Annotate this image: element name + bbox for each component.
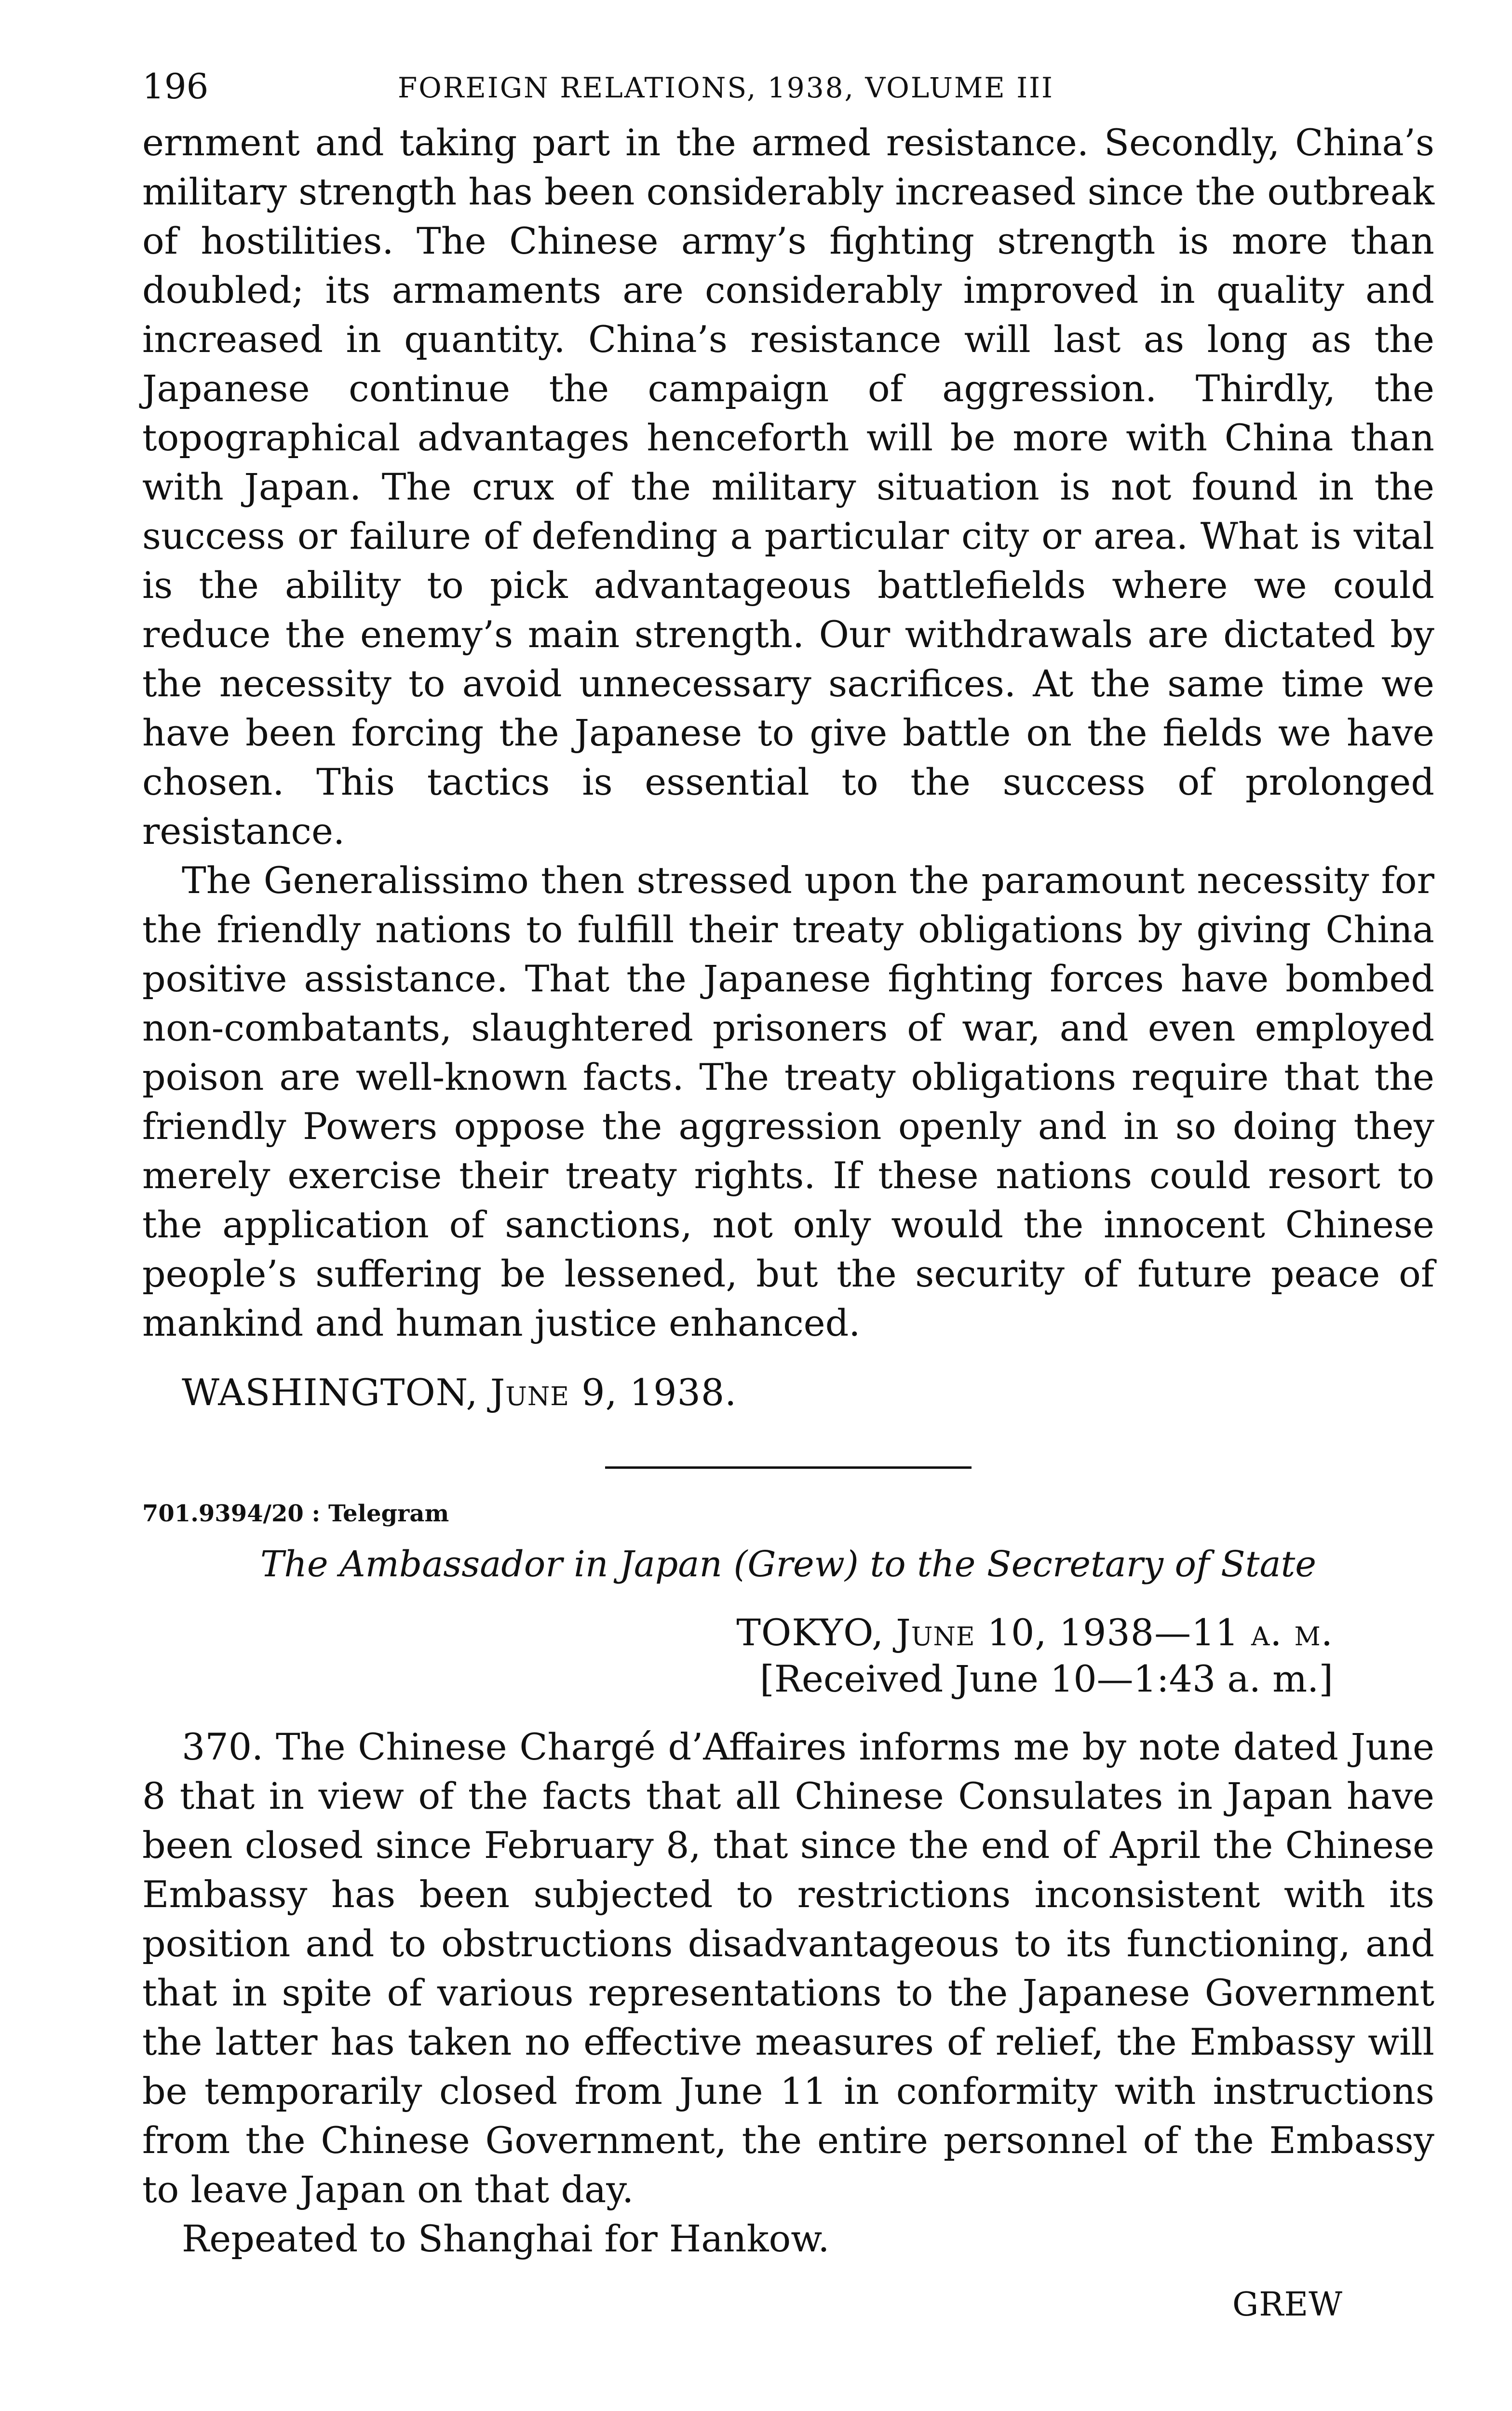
signature: GREW [1232, 2286, 1343, 2324]
received-dateline: [Received June 10—1:43 a. m.] [760, 1657, 1333, 1700]
page-number: 196 [142, 66, 209, 107]
generalissimo-paragraph: The Generalissimo then stressed upon the paramount necessity for the friendly nations to fulfill their treaty obligations by giving China positive assistance. That the Japanese fighting forces have bombed non-combatants, slaughtered prisoners of war, and even employed poison are well-known facts. The treaty obligations require that the friendly Powers oppose the aggression openly and in so doing they merely exercise their treaty rights. If these nations could resort to the application of sanctions, not only would the innocent Chinese people’s suffering be lessened, but the security of future peace of mankind and human justice enhanced. [142, 859, 1434, 1344]
continuation-paragraph: ernment and taking part in the armed resistance. Secondly, China’s military strength has been considerably increased since the outbreak of hostilities. The Chinese army’s fighting strength is more than doubled; its armaments are considerably improved in quality and increased in quantity. China’s resistance will last as long as the Japanese continue the campaign of aggression. Thirdly, the topographical advantages henceforth will be more with China than with Japan. The crux of the military situation is not found in the success or failure of defending a particular city or area. What is vital is the ability to pick advantageous battlefields where we could reduce the enemy’s main strength. Our withdrawals are dictated by the necessity to avoid unnecessary sacrifices. At the same time we have been forcing the Japanese to give battle on the fields we have chosen. This tactics is essential to the success of prolonged resistance. [142, 121, 1434, 853]
document-body [142, 118, 1434, 1417]
sent-dateline: TOKYO, June 10, 1938—11 a. m. [736, 1611, 1333, 1654]
repeated-line: Repeated to Shanghai for Hankow. [182, 2217, 830, 2260]
file-reference: 701.9394/20 : Telegram [142, 1500, 449, 1527]
running-title: FOREIGN RELATIONS, 1938, VOLUME III [398, 71, 1054, 104]
document-page [142, 65, 1434, 2409]
washington-date: WASHINGTON, June 9, 1938. [182, 1371, 737, 1414]
telegram-main-paragraph: 370. The Chinese Chargé d’Affaires informs me by note dated June 8 that in view of the facts that all Chinese Consulates in Japan have been closed since February 8, that since the end of April the Chinese Embassy has been subjected to restrictions inconsistent with its position and to obstructions disadvantageous to its functioning, and that in spite of various representations to the Japanese Government the latter has taken no effective measures of relief, the Embassy will be temporarily closed from June 11 in conformity with instructions from the Chinese Government, the entire personnel of the Embassy to leave Japan on that day. [142, 1725, 1434, 2211]
telegram-title: The Ambassador in Japan (Grew) to the Secretary of State [260, 1544, 1317, 1585]
page-header [142, 65, 1434, 118]
section-divider [605, 1466, 972, 1469]
telegram-section [142, 1499, 1434, 2328]
